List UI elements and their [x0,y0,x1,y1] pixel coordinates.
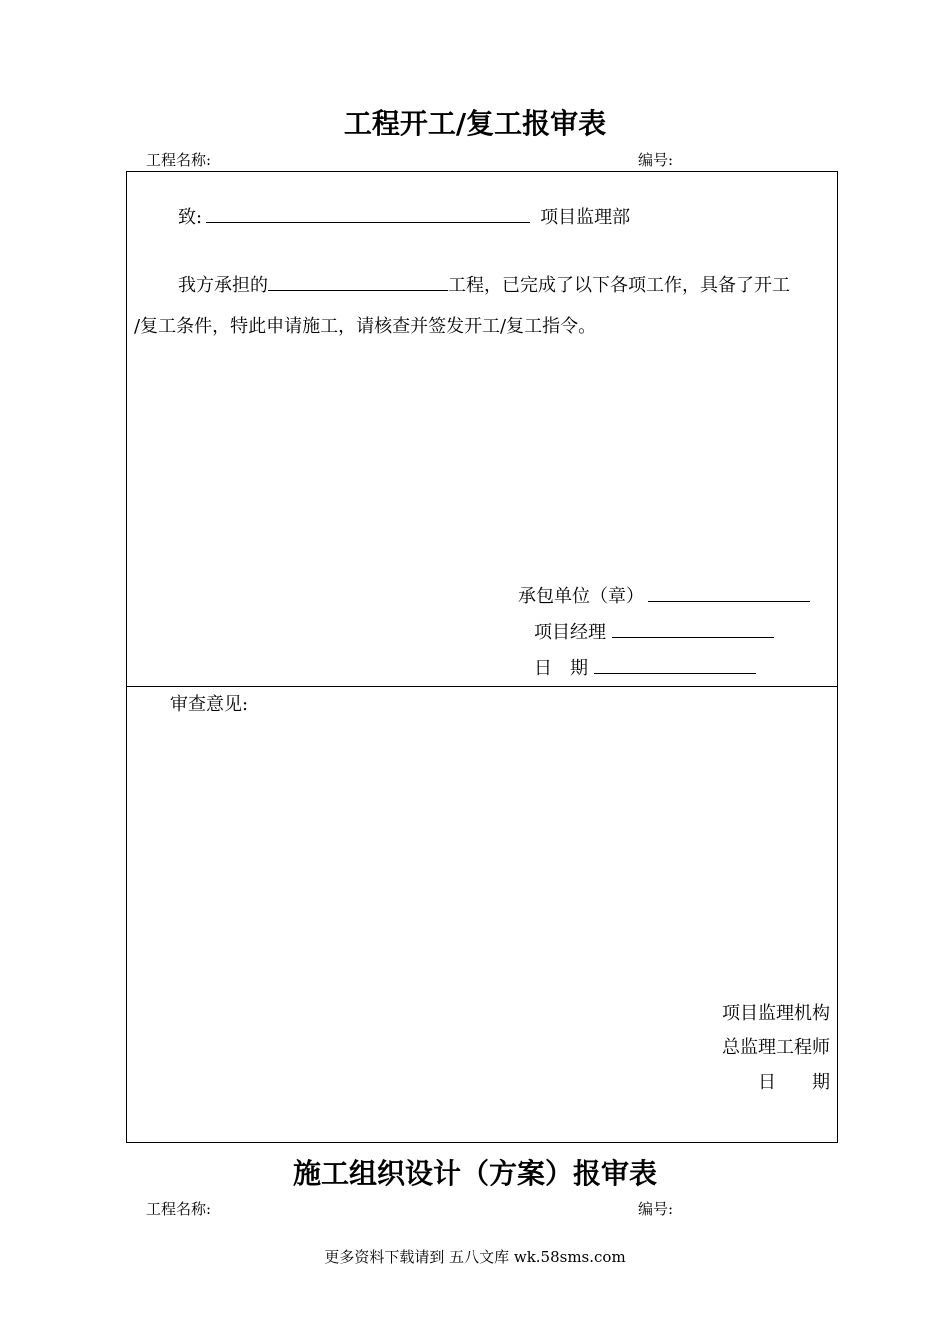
body-line1-rest: 工程，已完成了以下各项工作，具备了开工 [448,275,790,296]
contractor-label: 承包单位（章） [518,586,644,607]
form1-number-label: 编号: [638,151,674,169]
to-field[interactable] [206,206,530,223]
form2-title: 施工组织设计（方案）报审表 [292,1157,657,1190]
to-row [178,203,630,229]
contractor-row [518,582,810,608]
form2-number-label: 编号: [638,1200,674,1218]
body-line-2: /复工条件，特此申请施工，请核查并签发开工/复工指令。 [134,316,597,337]
form1-title: 工程开工/复工报审表 [343,107,607,140]
footer-text: 更多资料下载请到 五八文库 wk.58sms.com [324,1248,626,1266]
manager-field[interactable] [612,621,774,638]
manager-label: 项目经理 [534,622,606,643]
review-date: 日 期 [758,1072,830,1093]
date-field[interactable] [594,657,756,674]
form1-project-name-label: 工程名称: [146,151,212,169]
to-label: 致: [178,207,203,228]
date-row [534,654,756,680]
body-prefix: 我方承担的 [178,275,268,296]
review-label: 审查意见: [170,694,249,715]
form1-divider [126,686,838,687]
body-line-1 [178,271,790,297]
to-suffix: 项目监理部 [540,207,631,228]
date-label: 日 期 [534,658,588,679]
manager-row [534,618,774,644]
project-field[interactable] [268,274,448,291]
form2-project-name-label: 工程名称: [146,1200,212,1218]
chief-supervisor: 总监理工程师 [722,1037,830,1058]
contractor-field[interactable] [648,585,810,602]
supervision-org: 项目监理机构 [722,1003,830,1024]
